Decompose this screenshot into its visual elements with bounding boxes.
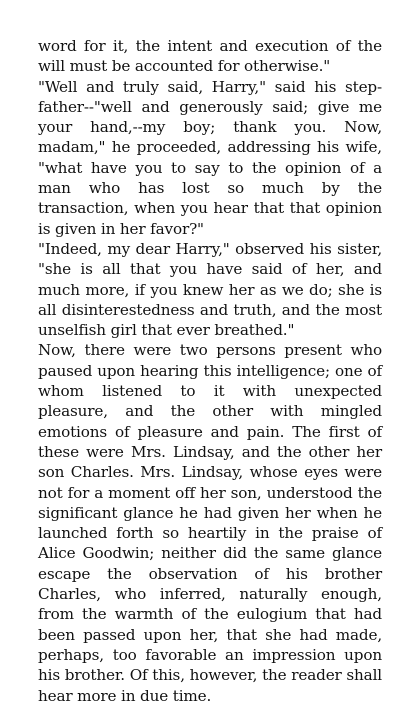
paragraph-1: word for it, the intent and execution of the will must be accounted for otherwise." <box>38 37 382 76</box>
paragraph-2: "Well and truly said, Harry," said his step-father--"well and generously said; give me your hand,--my boy; thank you. Now, madam," he proceeded, addressing his wife, "what have you to say to the opinion of a man who has lost so much by the transaction, when you hear that that opinion is given in her favor?" <box>38 77 382 238</box>
paragraph-4: Now, there were two persons present who paused upon hearing this intelligence; one of whom listened to it with unexpected pleasure, and the other with mingled emotions of pleasure and pain. The first of these were Mrs. Lindsay, and the other her son Charles. Mrs. Lindsay, whose eyes were not for a moment off her son, understood the significant glance he had given her when he launched forth so heartily in the praise of Alice Goodwin; neither did the same glance escape the observation of his brother Charles, who inferred, naturally enough, from the warmth of the eulogium that had been passed upon her, that she had made, perhaps, too favorable an impression upon his brother. Of this, however, the reader shall hear more in due time. <box>38 341 382 705</box>
page-body <box>38 36 382 706</box>
paragraph-3: "Indeed, my dear Harry," observed his sister, "she is all that you have said of her, and much more, if you knew her as we do; she is all disinterestedness and truth, and the most unselfish girl that ever breathed." <box>38 239 382 340</box>
